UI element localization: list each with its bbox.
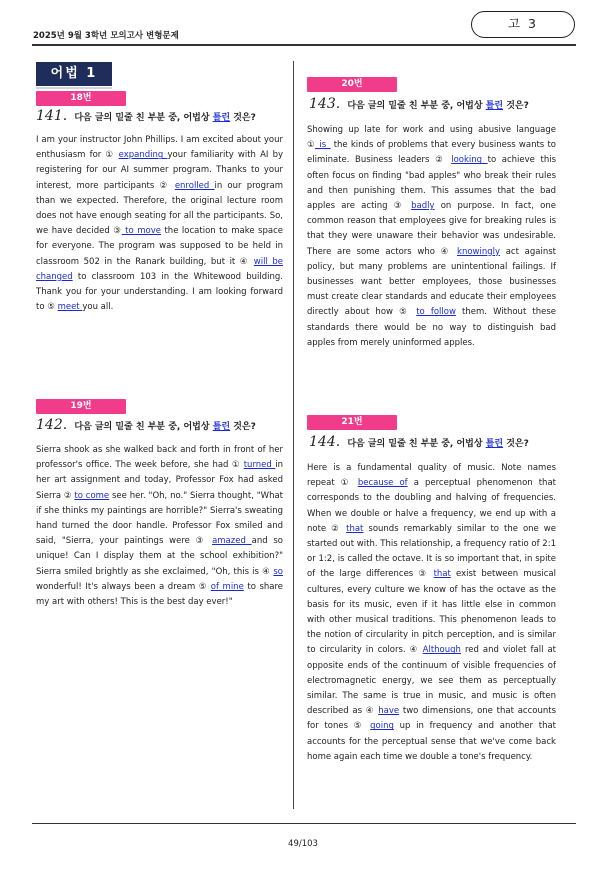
passage-text: to classroom 103 in the Whitewood building. Thank you for your understanding. I am looking forward to ⑤ — [36, 271, 283, 313]
question-prompt-end: 것은? — [506, 101, 529, 111]
question-source-badge: 21번 — [307, 415, 397, 430]
question-prompt-negative: 틀린 — [485, 439, 504, 449]
passage-text: you all. — [82, 302, 114, 313]
underlined-choice: to come — [74, 490, 110, 501]
passage-text: a perceptual phenomenon that corresponds to the doubling and halving of frequencies. When we double or halve a frequency, we end up with a note ② — [307, 478, 556, 534]
question-number: 142. — [36, 417, 68, 433]
question-prompt-negative: 틀린 — [212, 422, 231, 432]
passage-text: and so unique! Can I display them at the school exhibition?" Sierra smiled brightly as she exclaimed, "Oh, this is ④ — [36, 536, 283, 577]
header-rule — [32, 44, 576, 46]
underlined-choice: Although — [422, 645, 461, 656]
passage-text: sounds remarkably similar to the one we started out with. This relationship, a frequency ratio of 2:1 or 1:2, is called the octave. It is so important that, in spite of the large differences ③ — [307, 523, 556, 580]
underlined-choice: enrolled — [174, 180, 215, 191]
question-source-badge: 18번 — [36, 91, 126, 106]
underlined-choice: going — [370, 721, 394, 732]
passage-text: exist between musical cultures, every culture we know of has the octave as the basis for its music, even if it has little else in common with other musical traditions. This phenomenon leads to the notion of circularity in pitch perception, and is similar to circularity in colors. ④ — [307, 569, 556, 656]
question-prompt-negative: 틀린 — [485, 101, 504, 111]
passage-text: your familiarity with AI by registering for our AI summer program. Thanks to your interest, more participants ② — [36, 150, 283, 191]
question-passage — [36, 443, 283, 610]
question-title — [36, 417, 256, 433]
underlined-choice: meet — [57, 302, 83, 313]
passage-text: Here is a fundamental quality of music. Note names repeat ① — [307, 463, 556, 489]
passage-text: red and violet fall at opposite ends of the continuum of visible frequencies of electromagnetic energy, we see them as perceptually similar. The same is true in music, and music is often described as ④ — [307, 645, 557, 717]
underlined-choice: that — [346, 523, 364, 534]
passage-text: up in frequency and another that accounts for the perceptual sense that we've come back home again each time we double a tone's frequency. — [307, 721, 557, 762]
underlined-choice: because of — [357, 478, 408, 489]
passage-text: act against policy, but many problems are unintentional failings. If businesses want better employees, those businesses must create clear standards and educate their employees directly about how ⑤ — [307, 246, 556, 318]
header-title: 2025년 9월 3학년 모의고사 변형문제 — [33, 31, 179, 41]
underlined-choice: _is_ — [315, 140, 331, 151]
section-label: 어법 1 — [36, 62, 112, 86]
question-source-badge: 20번 — [307, 77, 397, 92]
underlined-choice: of mine — [210, 581, 244, 592]
underlined-choice: turned — [243, 460, 276, 471]
underlined-choice: expanding — [118, 150, 168, 161]
question-number: 144. — [309, 434, 341, 450]
passage-text: to share my art with others! This is the best day ever!" — [36, 581, 284, 608]
underlined-choice: badly — [411, 201, 435, 212]
passage-text: wonderful! It's always been a dream ⑤ — [36, 581, 211, 592]
question-title — [309, 434, 529, 450]
question-passage — [36, 133, 283, 315]
underlined-choice: looking — [451, 155, 488, 166]
underlined-choice: amazed — [212, 536, 252, 547]
passage-text: Showing up late for work and using abusive language ① — [307, 125, 556, 151]
passage-text: in her art assignment and today, Professor Fox had asked Sierra ② — [36, 460, 284, 501]
grade-badge: 고 3 — [471, 11, 575, 38]
question-number: 141. — [36, 108, 68, 124]
question-title — [36, 108, 256, 124]
passage-text: to achieve this often focus on finding "bad apples" who break their rules and then punishing them. This assumes that the bad apples are acting ③ — [307, 155, 557, 212]
passage-text: I am your instructor John Phillips. I am excited about your enthusiasm for ① — [36, 135, 283, 161]
underlined-choice: to follow — [416, 307, 456, 318]
passage-text: them. Without these standards there would be no way to distinguish bad apples from merely uninformed apples. — [307, 307, 556, 348]
passage-text: the location to make space for everyone. The program was supposed to be held in classroom 502 in the Ranark building, but it ④ — [36, 226, 283, 267]
passage-text: on purpose. In fact, one common reason that employees give for breaking rules is that they were unaware their behavior was undesirable. There are some actors who ④ — [307, 201, 556, 257]
footer-rule — [32, 823, 576, 824]
question-passage — [307, 123, 556, 351]
question-number: 143. — [309, 96, 341, 112]
underlined-choice: to move — [121, 226, 161, 237]
underlined-choice: so — [273, 566, 283, 577]
underlined-choice: that — [433, 569, 451, 580]
question-prompt: 다음 글의 밑줄 친 부분 중, 어법상 — [347, 101, 483, 111]
question-title — [309, 96, 529, 112]
underlined-choice: knowingly — [457, 246, 501, 257]
question-passage — [307, 461, 556, 765]
column-divider — [293, 61, 294, 809]
question-source-badge: 19번 — [36, 399, 126, 414]
passage-text: the kinds of problems that every business wants to eliminate. Business leaders ② — [307, 140, 556, 166]
question-prompt-end: 것은? — [506, 439, 529, 449]
passage-text: two dimensions, one that accounts for tones ⑤ — [307, 706, 557, 732]
passage-text: in our program than we expected. Therefore, the original lecture room does not have enough seating for all the participants. So, we have decided ③ — [36, 180, 283, 237]
question-prompt: 다음 글의 밑줄 친 부분 중, 어법상 — [74, 422, 210, 432]
passage-text: see her. "Oh, no." Sierra thought, "What if she thinks my paintings are horrible?" Sierra's sweating hand turned the door handle. Professor Fox smiled and said, "Sierra, your paintings were ③ — [36, 490, 283, 547]
underlined-choice: will be changed — [36, 256, 283, 282]
question-prompt: 다음 글의 밑줄 친 부분 중, 어법상 — [74, 113, 210, 123]
underlined-choice: have — [378, 706, 400, 717]
passage-text: Sierra shook as she walked back and forth in front of her professor's office. The week before, she had ① — [36, 445, 283, 471]
question-prompt-negative: 틀린 — [212, 113, 231, 123]
question-prompt-end: 것은? — [233, 422, 256, 432]
page-number: 49/103 — [288, 839, 318, 849]
question-prompt-end: 것은? — [233, 113, 256, 123]
question-prompt: 다음 글의 밑줄 친 부분 중, 어법상 — [347, 439, 483, 449]
